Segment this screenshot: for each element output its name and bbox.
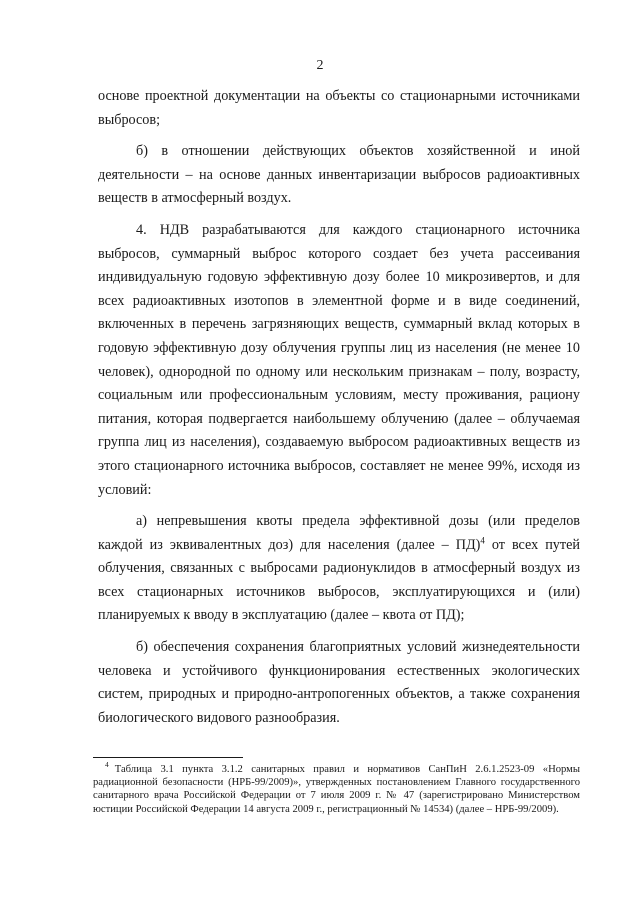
paragraph-4-ndv: 4. НДВ разрабатываются для каждого стационарного источника выбросов, суммарный выброс которого создает без учета рассеивания индивидуальную годовую эффективную дозу более 10 микрозивертов, и для всех радиоактивных изотопов в элементной форме и в виде соединений, включенных в перечень загрязняющих веществ, суммарный вклад которых в годовую эффективную дозу облучения группы лиц из населения (не менее 10 человек), однородной по одному или нескольким признакам – полу, возрасту, социальным или профессиональным условиям, месту проживания, рациону питания, которая подвергается наибольшему облучению (далее – облучаемая группа лиц из населения), создаваемую выбросом радиоактивных веществ из этого стационарного источника выбросов, составляет не менее 99%, исходя из условий: (98, 221, 580, 498)
paragraph-b-existing-objects: б) в отношении действующих объектов хозяйственной и иной деятельности – на основе данных инвентаризации выбросов радиоактивных веществ в атмосферный воздух. (98, 143, 580, 207)
footnote-separator (93, 757, 243, 758)
paragraph-continuation: основе проектной документации на объекты со стационарными источниками выбросов; (98, 88, 580, 128)
page-number: 2 (316, 58, 324, 73)
paragraph-a-text-before: а) непревышения квоты предела эффективной дозы (или пределов каждой из эквивалентных доз) для населения (далее – ПД) (98, 513, 580, 553)
paragraph-b-conditions: б) обеспечения сохранения благоприятных условий жизнедеятельности человека и устойчивого функционирования естественных экологических систем, природных и природно-антропогенных объектов, а также сохранения биологического видового разнообразия. (98, 639, 580, 726)
footnote-reference: 4 (480, 534, 485, 545)
document-body (98, 85, 580, 738)
footnote-text: Таблица 3.1 пункта 3.1.2 санитарных правил и нормативов СанПиН 2.6.1.2523-09 «Нормы радиационной безопасности (НРБ-99/2009)», утвержденных постановлением Главного государственного санитарного врача Российской Федерации от 7 июля 2009 г. № 47 (зарегистрировано Министерством юстиции Российской Федерации 14 августа 2009 г., регистрационный № 14534) (далее – НРБ-99/2009). (93, 764, 580, 815)
footnote (93, 760, 580, 816)
paragraph-a-text-after: от всех путей облучения, связанных с выбросами радионуклидов в атмосферный воздух из всех стационарных источников выбросов, эксплуатирующихся и (или) планируемых к вводу в эксплуатацию (далее – квота от ПД); (98, 536, 580, 624)
footnote-mark: 4 (105, 760, 109, 770)
paragraph-a-quota (98, 510, 580, 628)
